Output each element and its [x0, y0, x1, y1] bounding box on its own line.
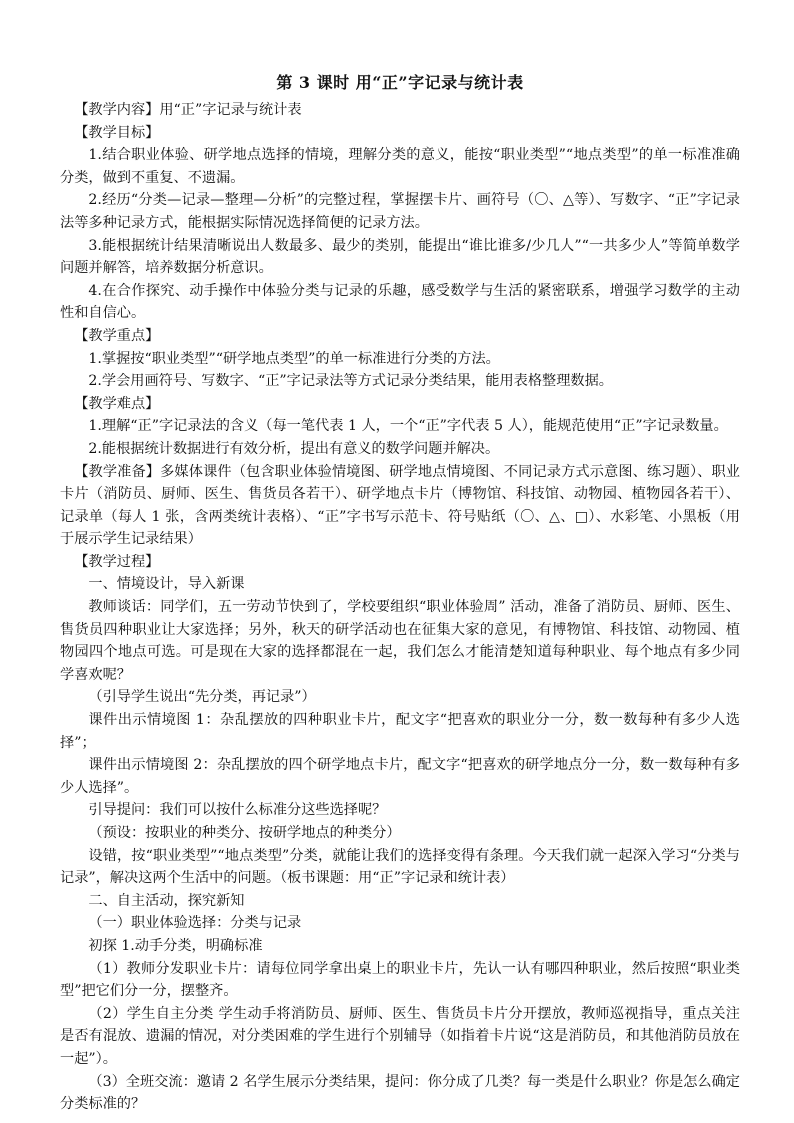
paragraph: 4.在合作探究、动手操作中体验分类与记录的乐趣，感受数学与生活的紧密联系，增强学习数学的主动性和自信心。	[60, 282, 740, 322]
paragraph: （预设：按职业的种类分、按研学地点的种类分）	[88, 825, 401, 841]
paragraph: 1.掌握按“职业类型”“研学地点类型”的单一标准进行分类的方法。	[88, 350, 500, 367]
section-heading: 【教学难点】	[74, 395, 160, 412]
paragraph: （引导学生说出“先分类，再记录”）	[88, 689, 316, 706]
paragraph: 课件出示情境图 2：杂乱摆放的四个研学地点卡片，配文字“把喜欢的研学地点分一分，数一数每种有多少人选择”。	[60, 757, 740, 796]
paragraph: 教师谈话：同学们，五一劳动节快到了，学校要组织“职业体验周” 活动，准备了消防员、厨师、医生、售货员四种职业让大家选择；另外，秋天的研学活动也在征集大家的意见，有博物馆、科技馆、动物园、植物园四个地点可选。可是现在大家的选择都混在一起，我们怎么才能清楚知道每种职业、每个地点有多少同学喜欢呢？	[60, 599, 740, 683]
section-heading: 【教学重点】	[74, 327, 160, 344]
paragraph: 设错，按“职业类型”“地点类型”分类，就能让我们的选择变得有条理。今天我们就一起深入学习“分类与记录”，解决这两个生活中的问题。（板书课题：用“正”字记录和统计表）	[60, 847, 740, 887]
section-heading: 【教学过程】	[74, 553, 160, 570]
paragraph: 【教学准备】多媒体课件（包含职业体验情境图、研学地点情境图、不同记录方式示意图、练习题）、职业卡片（消防员、厨师、医生、售货员各若干）、研学地点卡片（博物馆、科技馆、动物园、植物园各若干）、记录单（每人 1 张，含两类统计表格）、“正”字书写示范卡、符号贴纸（〇、△、□）、水彩笔、小黑板（用于展示学生记录结果）	[60, 463, 740, 548]
paragraph: 1.结合职业体验、研学地点选择的情境，理解分类的意义，能按“职业类型”“地点类型”的单一标准准确分类，做到不重复、不遗漏。	[60, 147, 740, 186]
paragraph: 2.经历“分类—记录—整理—分析”的完整过程，掌握摆卡片、画符号（〇、△等）、写数字、“正”字记录法等多种记录方式，能根据实际情况选择简便的记录方法。	[60, 192, 740, 231]
page-title: 第 3 课时 用“正”字记录与统计表	[276, 73, 524, 92]
paragraph: 1.理解“正”字记录法的含义（每一笔代表 1 人，一个“正”字代表 5 人），能规范使用“正”字记录数量。	[88, 418, 728, 435]
paragraph: （2）学生自主分类 学生动手将消防员、厨师、医生、售货员卡片分开摆放，教师巡视指导，重点关注是否有混放、遗漏的情况，对分类困难的学生进行个别辅导（如指着卡片说“这是消防员，和其他消防员放在一起”）。	[60, 1005, 740, 1067]
section-heading: 【教学目标】	[74, 124, 160, 141]
paragraph: 【教学内容】用“正”字记录与统计表	[74, 102, 302, 118]
paragraph: 3.能根据统计结果清晰说出人数最多、最少的类别，能提出“谁比谁多/少几人”“一共多少人”等简单数学问题并解答，培养数据分析意识。	[60, 237, 740, 277]
paragraph: （1）教师分发职业卡片：请每位同学拿出桌上的职业卡片，先认一认有哪四种职业，然后按照“职业类型”把它们分一分，摆整齐。	[60, 960, 740, 1000]
paragraph: 2.能根据统计数据进行有效分析，提出有意义的数学问题并解决。	[88, 440, 500, 457]
paragraph: 一、情境设计，导入新课	[88, 576, 245, 593]
paragraph: 课件出示情境图 1：杂乱摆放的四种职业卡片，配文字“把喜欢的职业分一分，数一数每种有多少人选择”；	[60, 712, 740, 751]
paragraph: （一）职业体验选择：分类与记录	[88, 915, 302, 932]
document-page	[60, 70, 740, 1116]
paragraph: （3）全班交流：邀请 2 名学生展示分类结果，提问：你分成了几类？每一类是什么职业？你是怎么确定分类标准的？	[60, 1073, 740, 1113]
paragraph: 二、自主活动，探究新知	[88, 892, 245, 909]
paragraph: 2.学会用画符号、写数字、“正”字记录法等方式记录分类结果，能用表格整理数据。	[88, 373, 613, 390]
paragraph: 引导提问：我们可以按什么标准分这些选择呢？	[88, 802, 387, 819]
paragraph: 初探 1.动手分类，明确标准	[88, 937, 263, 954]
